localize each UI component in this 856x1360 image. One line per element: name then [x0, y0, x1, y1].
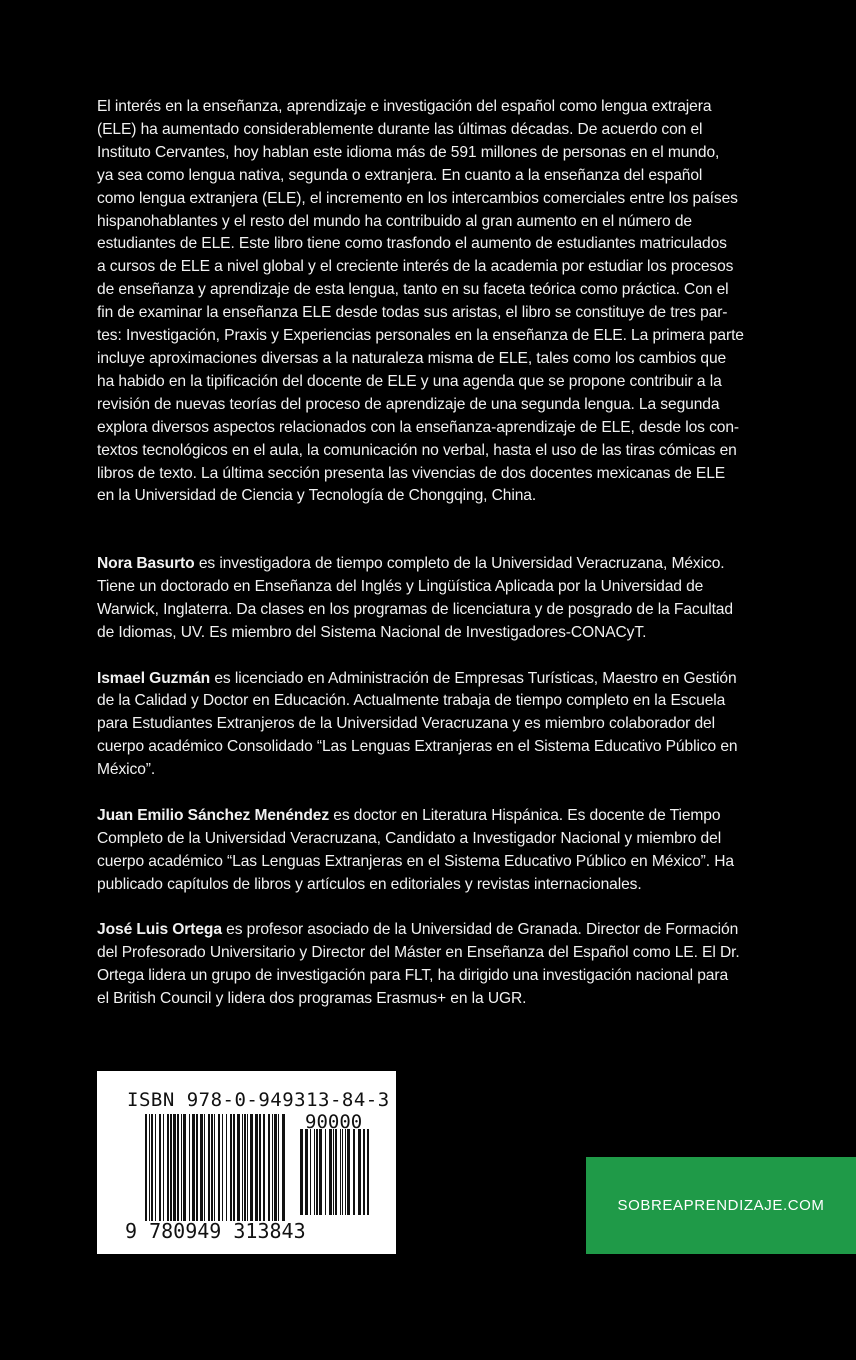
barcode-bar: [363, 1129, 365, 1215]
synopsis-line: a cursos de ELE a nivel global y el creciente interés de la academia por estudiar los procesos: [97, 258, 734, 276]
barcode-bar: [250, 1114, 253, 1221]
synopsis-line: libros de texto. La última sección presenta las vivencias de dos docentes mexicanas de ELE: [97, 464, 726, 482]
barcode-bar: [247, 1114, 248, 1221]
barcode-bar: [314, 1129, 315, 1215]
bio-text: es licenciado en Administración de Empresas Turísticas, Maestro en Gestión: [210, 669, 737, 687]
barcode-bar: [367, 1129, 369, 1215]
barcode-bar: [196, 1114, 198, 1221]
barcode-bar: [226, 1114, 227, 1221]
barcode-addon: 90000: [305, 1111, 363, 1133]
barcode-bar: [325, 1129, 326, 1215]
synopsis-line: estudiantes de ELE. Este libro tiene como trasfondo el aumento de estudiantes matriculados: [97, 235, 727, 253]
barcode-bar: [268, 1114, 270, 1221]
barcode-bar: [319, 1129, 322, 1215]
barcode-bar: [335, 1129, 337, 1215]
synopsis-line: en la Universidad de Ciencia y Tecnología de Chongqing, China.: [97, 487, 537, 505]
barcode-bar: [200, 1114, 203, 1221]
bio-line: de Idiomas, UV. Es miembro del Sistema Nacional de Investigadores-CONACyT.: [97, 623, 647, 641]
barcode-bar: [282, 1114, 285, 1221]
bio-line: Completo de la Universidad Veracruzana, Candidato a Investigador Nacional y miembro del: [97, 829, 722, 847]
barcode-bar: [342, 1129, 343, 1215]
bio-line: Ortega lidera un grupo de investigación para FLT, ha dirigido una investigación nacional para: [97, 967, 729, 985]
synopsis-line: El interés en la enseñanza, aprendizaje e investigación del español como lengua extrajera: [97, 98, 712, 115]
barcode-bar: [211, 1114, 213, 1221]
barcode-bar: [333, 1129, 334, 1215]
bio-line: México”.: [97, 761, 156, 779]
website-badge: [586, 1157, 856, 1254]
synopsis-line: incluye aproximaciones diversas a la naturaleza misma de ELE, tales como los cambios que: [97, 349, 727, 367]
barcode-bar: [242, 1114, 243, 1221]
barcode-bar: [274, 1114, 277, 1221]
synopsis-line: revisión de nuevas teorías del proceso de aprendizaje de una segunda lengua. La segunda: [97, 395, 720, 413]
isbn-barcode: [97, 1071, 396, 1254]
bio-line: de la Calidad y Doctor en Educación. Actualmente trabaja de tiempo completo en la Escuela: [97, 692, 726, 710]
bio-text: es investigadora de tiempo completo de la Universidad Veracruzana, México.: [194, 555, 725, 572]
bio-text: es doctor en Literatura Hispánica. Es docente de Tiempo: [329, 806, 721, 824]
barcode-bar: [192, 1114, 195, 1221]
isbn-label: ISBN 978-0-949313-84-3: [127, 1089, 390, 1111]
barcode-bar: [208, 1114, 210, 1221]
bio-line: Tiene un doctorado en Enseñanza del Inglés y Lingüística Aplicada por la Universidad de: [97, 577, 704, 595]
bio-line: para Estudiantes Extranjeros de la Universidad Veracruzana y es miembro colaborador del: [97, 715, 715, 733]
barcode-bar: [272, 1114, 273, 1221]
author-bios: [97, 553, 787, 1034]
ean-digits: 9 780949 313843: [125, 1219, 306, 1243]
barcode-bar: [255, 1114, 258, 1221]
author-bio: [97, 805, 787, 897]
barcode-bar: [214, 1114, 215, 1221]
bio-line: [97, 805, 787, 828]
barcode-bar: [218, 1114, 220, 1221]
barcode-bar: [358, 1129, 361, 1215]
barcode-bar: [155, 1114, 156, 1221]
barcode-bar: [222, 1114, 223, 1221]
synopsis-line: (ELE) ha aumentado considerablemente durante las últimas décadas. De acuerdo con el: [97, 120, 703, 138]
synopsis-line: fin de examinar la enseñanza ELE desde todas sus aristas, el libro se constituye de tres par-: [97, 304, 728, 322]
synopsis-line: de enseñanza y aprendizaje de esta lengua, tanto en su faceta teórica como práctica. Con el: [97, 281, 729, 299]
barcode-bar: [353, 1129, 355, 1215]
bio-line: del Profesorado Universitario y Director del Máster en Enseñanza del Español como LE. El Dr.: [97, 944, 740, 962]
barcode-bar: [244, 1114, 246, 1221]
bio-text: es profesor asociado de la Universidad de Granada. Director de Formación: [221, 921, 739, 939]
website-link[interactable]: SOBREAPRENDIZAJE.COM: [617, 1197, 825, 1214]
synopsis-line: como lengua extranjera (ELE), el incremento en los intercambios comerciales entre los países: [97, 189, 738, 207]
barcode-bar: [170, 1114, 172, 1221]
barcode-bar: [204, 1114, 205, 1221]
barcode-bar: [345, 1129, 346, 1215]
author-bio: [97, 668, 787, 783]
synopsis-line: hispanohablantes y el resto del mundo ha contribuido al gran aumento en el número de: [97, 212, 692, 230]
barcode-bar: [177, 1114, 179, 1221]
barcode-bar: [167, 1114, 169, 1221]
synopsis-line: ya sea como lengua nativa, segunda o extranjera. En cuanto a la enseñanza del español: [97, 166, 703, 184]
barcode-bar: [173, 1114, 176, 1221]
barcode-bar: [259, 1114, 261, 1221]
synopsis-line: Instituto Cervantes, hoy hablan este idioma más de 591 millones de personas en el mundo,: [97, 143, 720, 161]
barcode-bar: [159, 1114, 161, 1221]
barcode-bar: [145, 1114, 147, 1221]
synopsis-line: ha habido en la tipificación del docente de ELE y una agenda que se propone contribuir a la: [97, 372, 722, 390]
barcode-bar: [340, 1129, 341, 1215]
barcode-bar: [163, 1114, 164, 1221]
barcode-bar: [149, 1114, 150, 1221]
bio-line: el British Council y lidera dos programas Erasmus+ en la UGR.: [97, 990, 527, 1008]
bio-line: [97, 553, 787, 576]
bio-line: [97, 919, 787, 942]
bio-line: cuerpo académico “Las Lenguas Extranjeras en el Sistema Educativo Público en México”. Ha: [97, 852, 734, 870]
synopsis-line: explora diversos aspectos relacionados con la enseñanza-aprendizaje de ELE, desde los con-: [97, 418, 740, 436]
author-name: Juan Emilio Sánchez Menéndez: [97, 806, 330, 824]
barcode-bar: [278, 1114, 279, 1221]
barcode-bar: [237, 1114, 240, 1221]
barcode-bar: [347, 1129, 350, 1215]
bio-line: Warwick, Inglaterra. Da clases en los programas de licenciatura y de posgrado de la Facultad: [97, 600, 733, 618]
barcode-bar: [310, 1129, 311, 1215]
barcode-bar: [329, 1129, 332, 1215]
author-bio: [97, 919, 787, 1011]
bio-line: [97, 668, 787, 691]
barcode-bar: [305, 1129, 308, 1215]
synopsis-line: tes: Investigación, Praxis y Experiencias personales en la enseñanza de ELE. La primera parte: [97, 327, 744, 345]
barcode-bar: [183, 1114, 186, 1221]
barcode-bar: [233, 1114, 235, 1221]
bio-line: publicado capítulos de libros y artículos en editoriales y revistas internacionales.: [97, 875, 642, 893]
barcode-bar: [300, 1129, 303, 1215]
barcode-bar: [230, 1114, 232, 1221]
author-name: Ismael Guzmán: [97, 669, 211, 687]
synopsis-text: [97, 96, 787, 508]
bio-line: cuerpo académico Consolidado “Las Lenguas Extranjeras en el Sistema Educativo Público en: [97, 738, 738, 756]
barcode-bar: [181, 1114, 182, 1221]
barcode-bar: [189, 1114, 190, 1221]
barcode-bar: [263, 1114, 265, 1221]
author-name: Nora Basurto: [97, 555, 195, 572]
synopsis-line: textos tecnológicos en el aula, la comunicación no verbal, hasta el uso de las tiras cómicas en: [97, 441, 737, 459]
barcode-bar: [316, 1129, 318, 1215]
barcode-bar: [151, 1114, 153, 1221]
author-bio: [97, 553, 787, 645]
author-name: José Luis Ortega: [97, 921, 222, 939]
